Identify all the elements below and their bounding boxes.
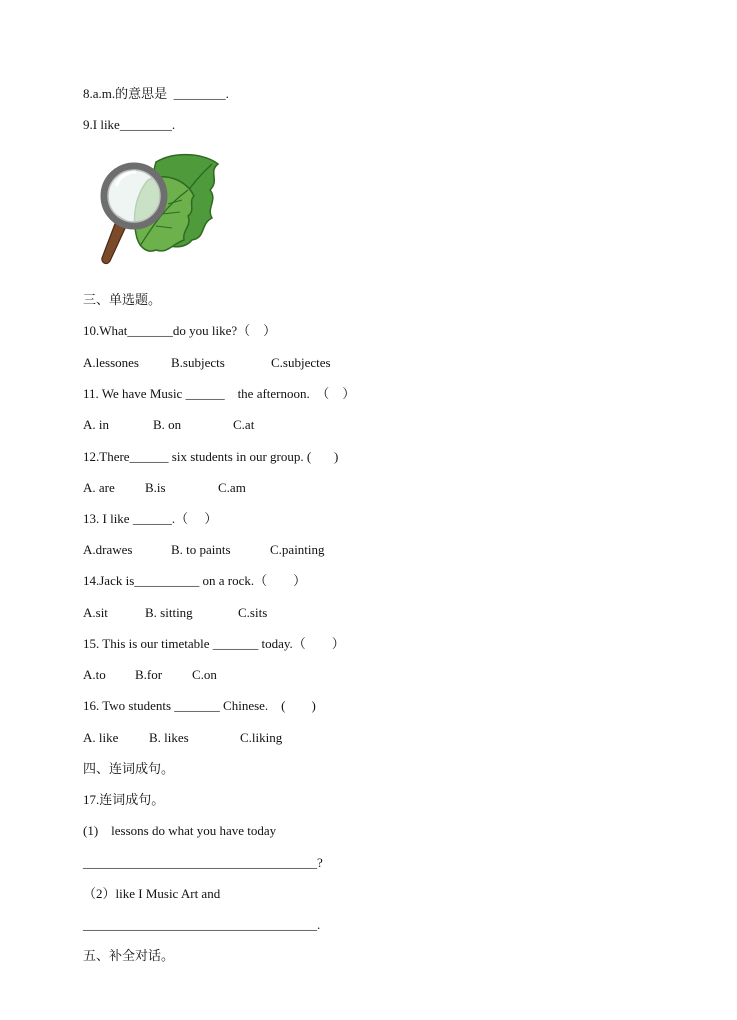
question-13: 13. I like ______.（ ） [83, 511, 218, 526]
question-17: 17.连词成句。 [83, 792, 165, 807]
q14-option-a: A.sit [83, 605, 108, 620]
q13-option-a: A.drawes [83, 542, 133, 557]
question-16: 16. Two students _______ Chinese. ( ) [83, 698, 316, 713]
q14-option-c: C.sits [238, 605, 268, 620]
q15-option-a: A.to [83, 667, 106, 682]
q13-option-b: B. to paints [171, 542, 231, 557]
q10-option-b: B.subjects [171, 355, 225, 370]
q11-option-b: B. on [153, 417, 182, 432]
section-3-heading: 三、单选题。 [83, 292, 162, 307]
section-4-heading: 四、连词成句。 [83, 761, 175, 776]
question-9: 9.I like________. [83, 117, 176, 132]
q14-option-b: B. sitting [145, 605, 193, 620]
q17-part-1-answer-line: ____________________________________? [83, 855, 323, 870]
question-10: 10.What_______do you like?（ ） [83, 323, 277, 338]
magnifier-and-leaf-picture [96, 150, 222, 268]
q11-option-a: A. in [83, 417, 109, 432]
question-8: 8.a.m.的意思是 ________. [83, 86, 229, 101]
q17-part-2: （2）like I Music Art and [83, 886, 221, 901]
q16-option-c: C.liking [240, 730, 283, 745]
q10-option-c: C.subjectes [271, 355, 331, 370]
q12-option-a: A. are [83, 480, 115, 495]
question-11: 11. We have Music ______ the afternoon. （ ） [83, 386, 356, 401]
q16-option-b: B. likes [149, 730, 189, 745]
question-12: 12.There______ six students in our group. ( ) [83, 449, 339, 464]
q16-option-a: A. like [83, 730, 119, 745]
section-5-heading: 五、补全对话。 [83, 948, 175, 963]
q17-part-1: (1) lessons do what you have today [83, 823, 277, 838]
q12-option-c: C.am [218, 480, 246, 495]
q15-option-b: B.for [135, 667, 163, 682]
q13-option-c: C.painting [270, 542, 325, 557]
q12-option-b: B.is [145, 480, 166, 495]
q17-part-2-answer-line: ____________________________________. [83, 917, 321, 932]
q15-option-c: C.on [192, 667, 217, 682]
q10-option-a: A.lessones [83, 355, 139, 370]
question-15: 15. This is our timetable _______ today.（ ） [83, 636, 345, 651]
q11-option-c: C.at [233, 417, 255, 432]
question-14: 14.Jack is__________ on a rock.（ ） [83, 573, 307, 588]
